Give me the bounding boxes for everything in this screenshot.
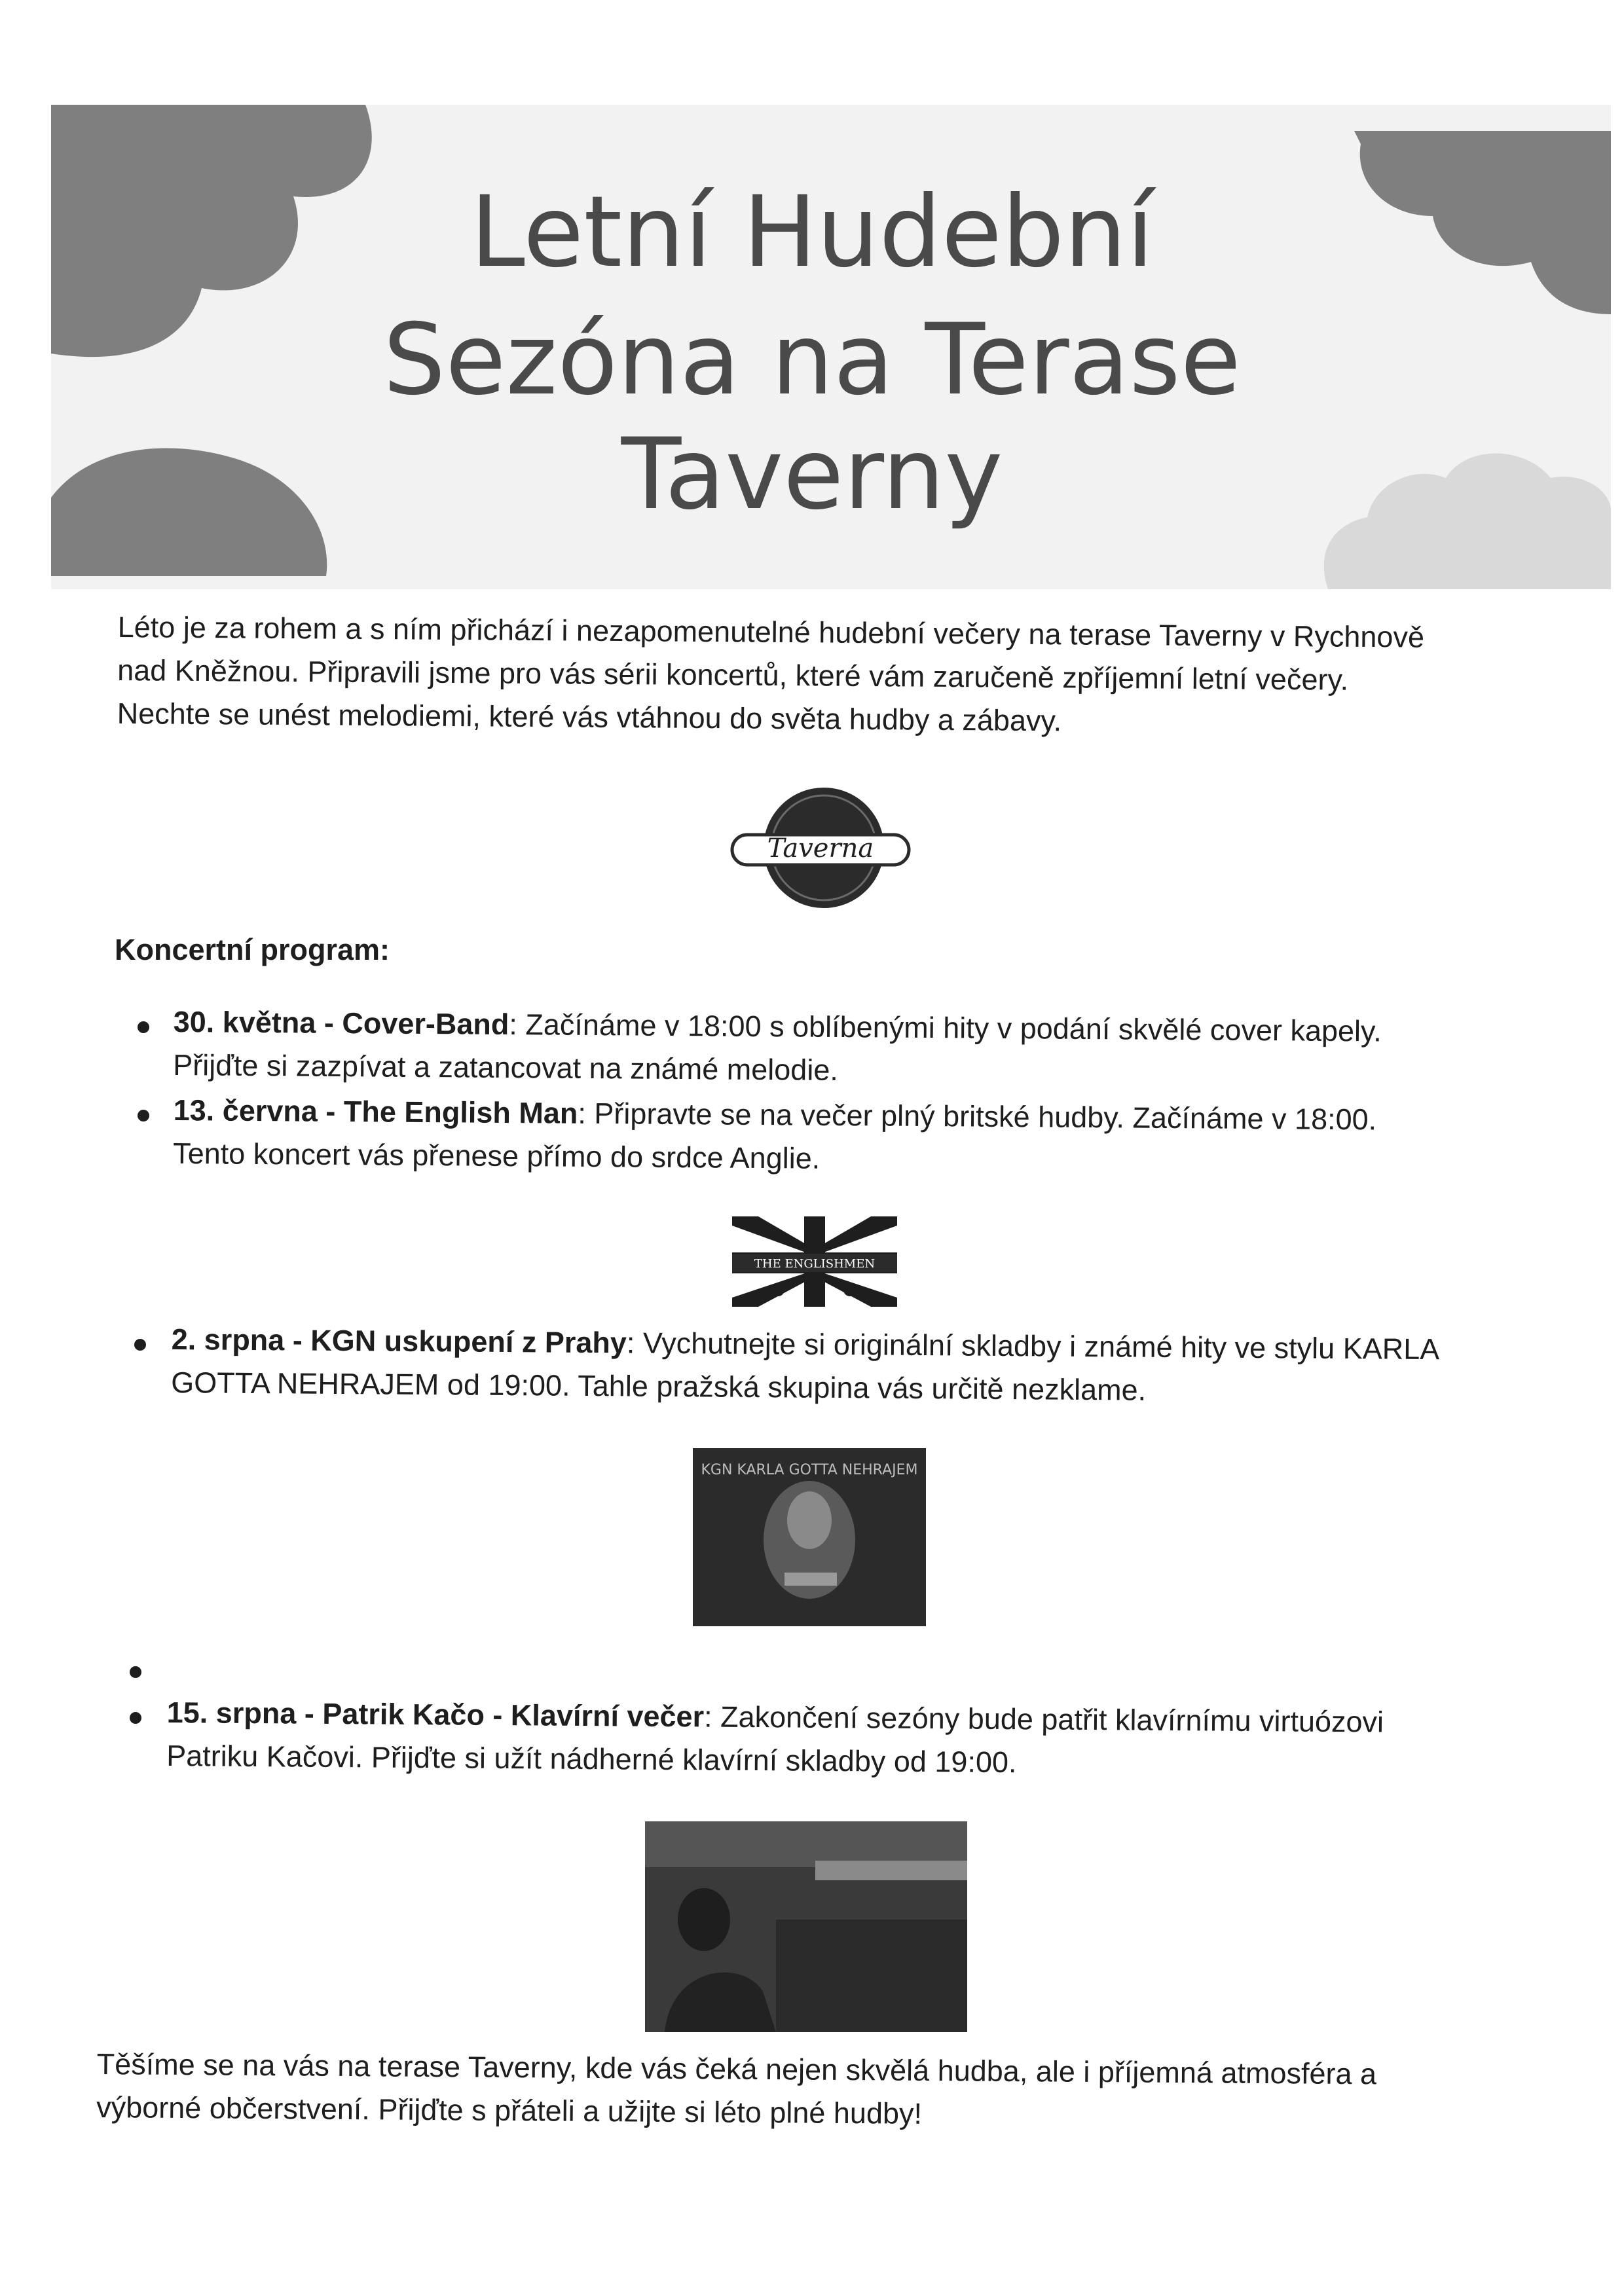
intro-line: Nechte se unést melodiemi, které vás vtáhnou do světa hudby a zábavy. (117, 696, 1062, 738)
bullet (134, 1339, 146, 1351)
closing-line: výborné občerstvení. Přijďte s přáteli a užijte si léto plné hudby! (96, 2090, 923, 2130)
program-item (173, 1089, 1581, 1186)
kgn-album-cover (693, 1448, 926, 1626)
intro-line: Léto je za rohem a s ním přichází i nezapomenutelné hudební večery na terase Taverny v Rychnově (117, 610, 1425, 654)
program-item (171, 1318, 1579, 1415)
program-item-title: 15. srpna - Patrik Kačo - Klavírní večer (166, 1695, 705, 1734)
program-item-text: Přijďte si zazpívat a zatancovat na známé melodie. (173, 1048, 839, 1087)
title-line-1: Letní Hudební (470, 175, 1154, 289)
englishmen-banner (732, 1216, 897, 1307)
program-item-text: : Vychutnejte si originální skladby i známé hity ve stylu KARLA (626, 1326, 1440, 1366)
kgn-album-text: KGN KARLA GOTTA NEHRAJEM (701, 1462, 918, 1478)
closing-paragraph (96, 2043, 1557, 2141)
intro-line: nad Kněžnou. Připravili jsme pro vás sérii koncertů, které vám zaručeně zpříjemní letní večery. (117, 653, 1349, 697)
title-line-2: Sezóna na Terase (383, 303, 1241, 417)
kgn-album-graphic (693, 1448, 926, 1626)
pianist-photo-graphic (645, 1821, 967, 2032)
closing-line: Těšíme se na vás na terase Taverny, kde vás čeká nejen skvělá hudba, ale i příjemná atmosféra a (96, 2047, 1377, 2091)
logo-text: Taverna (767, 833, 874, 864)
program-item-text: : Zakončení sezóny bude patřit klavírnímu virtuózovi (703, 1700, 1384, 1739)
bullet (130, 1712, 141, 1724)
englishmen-text: THE ENGLISHMEN (754, 1257, 876, 1271)
bullet (138, 1021, 149, 1033)
program-item-text: Tento koncert vás přenese přímo do srdce Anglie. (173, 1136, 821, 1175)
bullet (138, 1110, 149, 1121)
program-item-text: GOTTA NEHRAJEM od 19:00. Tahle pražská skupina vás určitě nezklame. (171, 1365, 1147, 1407)
program-item-title: 2. srpna - KGN uskupení z Prahy (171, 1322, 627, 1360)
program-item-title: 30. května - Cover-Band (173, 1004, 509, 1042)
program-item (173, 1000, 1581, 1098)
pianist-photo (645, 1821, 967, 2032)
program-item-text: : Připravte se na večer plný britské hudby. Začínáme v 18:00. (578, 1096, 1377, 1137)
program-item-text: Patriku Kačovi. Přijďte si užít nádherné klavírní skladby od 19:00. (166, 1738, 1017, 1779)
intro-paragraph (117, 606, 1558, 746)
taverna-logo-graphic (726, 782, 915, 913)
program-item-text: : Začínáme v 18:00 s oblíbenými hity v podání skvělé cover kapely. (509, 1008, 1382, 1048)
bullet-empty (130, 1666, 141, 1678)
program-item-title: 13. června - The English Man (173, 1093, 578, 1130)
title-line-3: Taverny (621, 418, 1003, 532)
program-heading: Koncertní program: (115, 933, 390, 966)
taverna-logo (726, 782, 915, 913)
program-item (166, 1691, 1581, 1789)
union-flag-graphic (732, 1216, 897, 1307)
